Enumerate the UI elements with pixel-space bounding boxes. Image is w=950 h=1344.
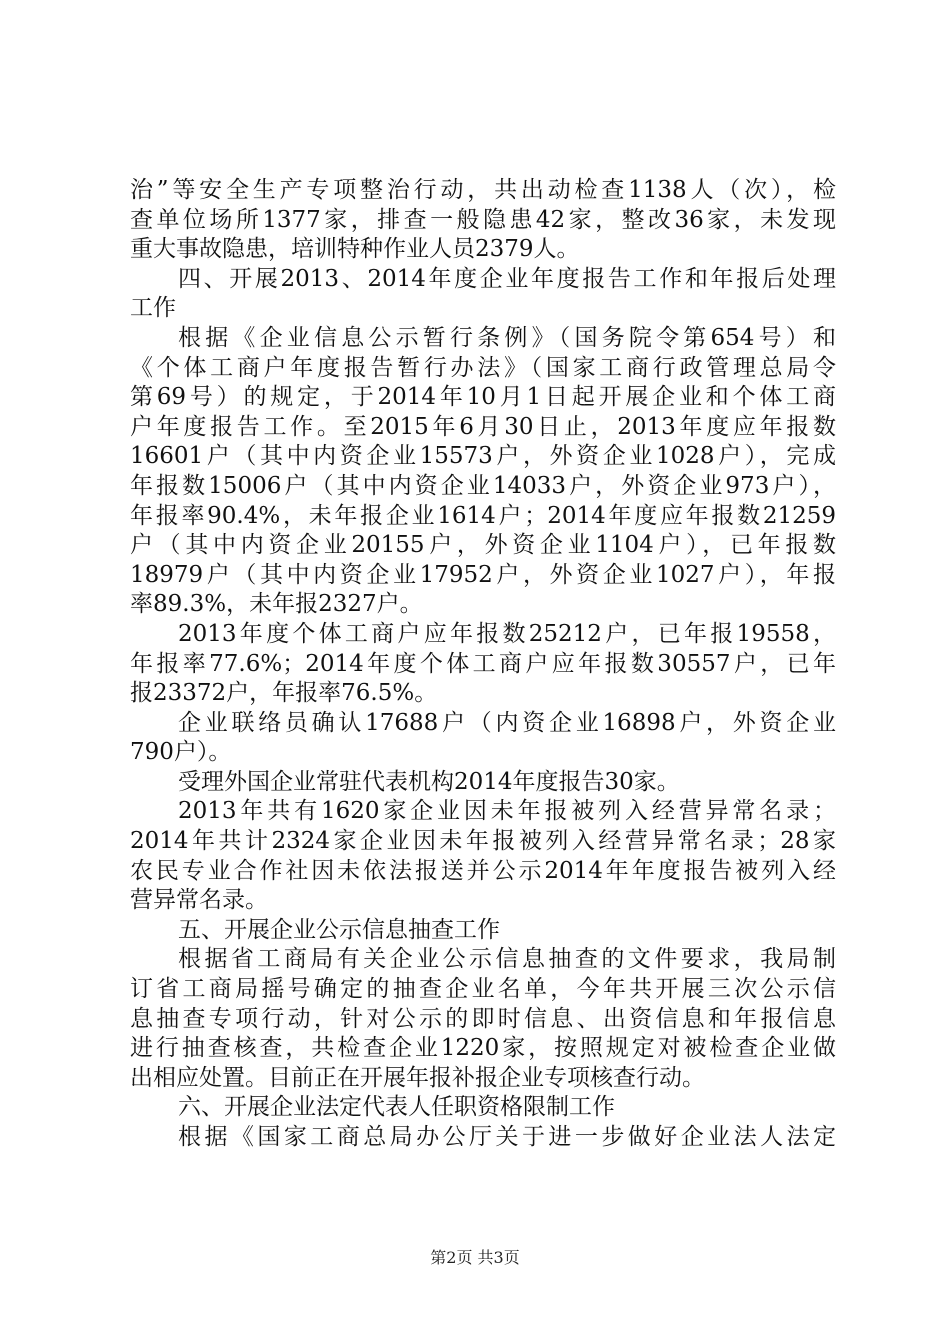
text-line: 2014年共计2324家企业因未年报被列入经营异常名录；28家 (130, 828, 836, 855)
text-line: 16601户（其中内资企业15573户，外资企业1028户），完成 (130, 443, 836, 470)
section-heading: 六、开展企业法定代表人任职资格限制工作 (178, 1094, 615, 1121)
text-line: 790户）。 (130, 739, 232, 766)
text-line: 订省工商局摇号确定的抽查企业名单，今年共开展三次公示信 (130, 976, 836, 1003)
text-line: 《个体工商户年度报告暂行办法》（国家工商行政管理总局令 (130, 354, 836, 381)
text-line: 农民专业合作社因未依法报送并公示2014年年度报告被列入经 (130, 857, 836, 884)
text-line: 营异常名录。 (130, 887, 268, 914)
text-line: 息抽查专项行动，针对公示的即时信息、出资信息和年报信息 (130, 1005, 836, 1032)
text-line: 户年度报告工作。至2015年6月30日止，2013年度应年报数 (130, 413, 836, 440)
text-line: 受理外国企业常驻代表机构2014年度报告30家。 (178, 768, 680, 795)
text-line: 年报数15006户（其中内资企业14033户，外资企业973户）， (130, 472, 836, 499)
text-line: 出相应处置。目前正在开展年报补报企业专项核查行动。 (130, 1064, 705, 1091)
text-line: 户（其中内资企业20155户，外资企业1104户），已年报数 (130, 532, 836, 559)
page-footer: 第2页 共3页 (430, 1248, 520, 1267)
text-line: 根据《国家工商总局办公厅关于进一步做好企业法人法定 (178, 1124, 836, 1150)
text-line: 根据省工商局有关企业公示信息抽查的文件要求，我局制 (178, 946, 836, 973)
document-body (130, 176, 836, 1153)
section-heading: 四、开展2013、2014年度企业年度报告工作和年报后处理 (178, 265, 836, 292)
text-line: 年报率90.4%，未年报企业1614户；2014年度应年报数21259 (130, 502, 836, 529)
text-line: 进行抽查核查，共检查企业1220家，按照规定对被检查企业做 (130, 1035, 836, 1062)
text-line: 2013年共有1620家企业因未年报被列入经营异常名录； (178, 798, 836, 825)
text-line: 报23372户，年报率76.5%。 (130, 680, 438, 707)
text-line: 治”等安全生产专项整治行动，共出动检查1138人（次），检 (130, 177, 836, 203)
section-heading: 工作 (130, 295, 176, 322)
text-line: 第69号）的规定，于2014年10月1日起开展企业和个体工商 (130, 384, 836, 411)
section-heading: 五、开展企业公示信息抽查工作 (178, 916, 500, 943)
text-line: 企业联络员确认17688户（内资企业16898户，外资企业 (178, 709, 836, 736)
text-line: 2013年度个体工商户应年报数25212户，已年报19558， (178, 620, 836, 647)
text-line: 重大事故隐患，培训特种作业人员2379人。 (130, 236, 580, 263)
text-line: 18979户（其中内资企业17952户，外资企业1027户），年报 (130, 561, 836, 588)
text-line: 查单位场所1377家，排查一般隐患42家，整改36家，未发现 (130, 206, 836, 233)
text-line: 年报率77.6%；2014年度个体工商户应年报数30557户，已年 (130, 650, 836, 677)
text-line: 率89.3%，未年报2327户。 (130, 591, 423, 618)
text-line: 根据《企业信息公示暂行条例》（国务院令第654号）和 (178, 324, 836, 351)
